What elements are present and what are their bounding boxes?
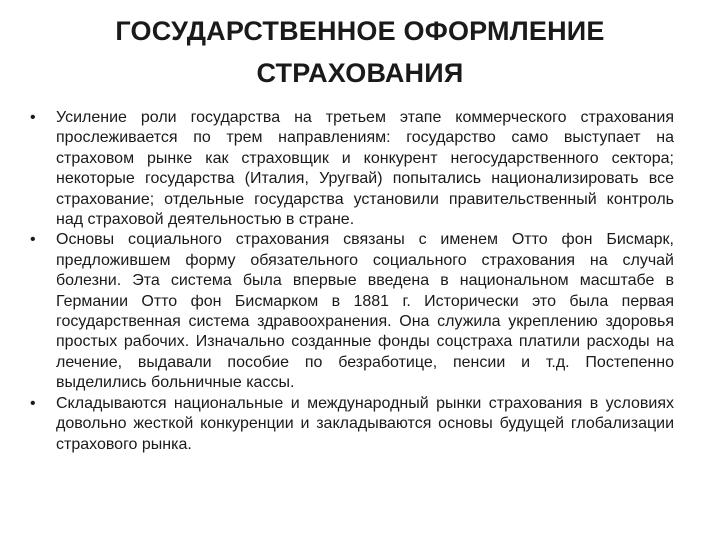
bullet-icon: • [30,109,36,126]
bullet-text: Основы социального страхования связаны с именем Отто фон Бисмарк, предложившем форму обязательного социального страхования на случай болезни. Эта система была впервые введена в национальном масштабе в Германии Отто фон Бисмарком в 1881 г. Исторически это была первая государственная система здравоохранения. Она служила укреплению здоровья простых рабочих. Изначально созданные фонды соцстраха платили расходы на лечение, выдавали пособие по безработице, пенсии и т.д. Постепенно выделились больничные кассы. [56,231,674,392]
bullet-text: Усиление роли государства на третьем этапе коммерческого страхования прослеживается по трем направлениям: государство само выступает на страховом рынке как страховщик и конкурент негосударственного сектора; некоторые государства (Италия, Уругвай) попытались национализировать все страхование; отдельные государства установили правительственный контроль над страховой деятельностью в стране. [56,109,674,229]
bullet-icon: • [30,394,36,412]
bullet-item-state-role [30,108,674,230]
bullet-item-social-insurance [30,230,674,393]
bullet-list [30,108,674,455]
bullet-item-markets [30,394,674,455]
bullet-icon: • [30,231,36,249]
slide-title-line-1: ГОСУДАРСТВЕННОЕ ОФОРМЛЕНИЕ [115,16,605,46]
bullet-text: Складываются национальные и международный рынки страхования в условиях довольно жесткой конкуренции и закладываются основы будущей глобализации страхового рынка. [56,394,674,453]
slide-title [60,10,660,94]
slide-title-line-2: СТРАХОВАНИЯ [256,58,464,88]
